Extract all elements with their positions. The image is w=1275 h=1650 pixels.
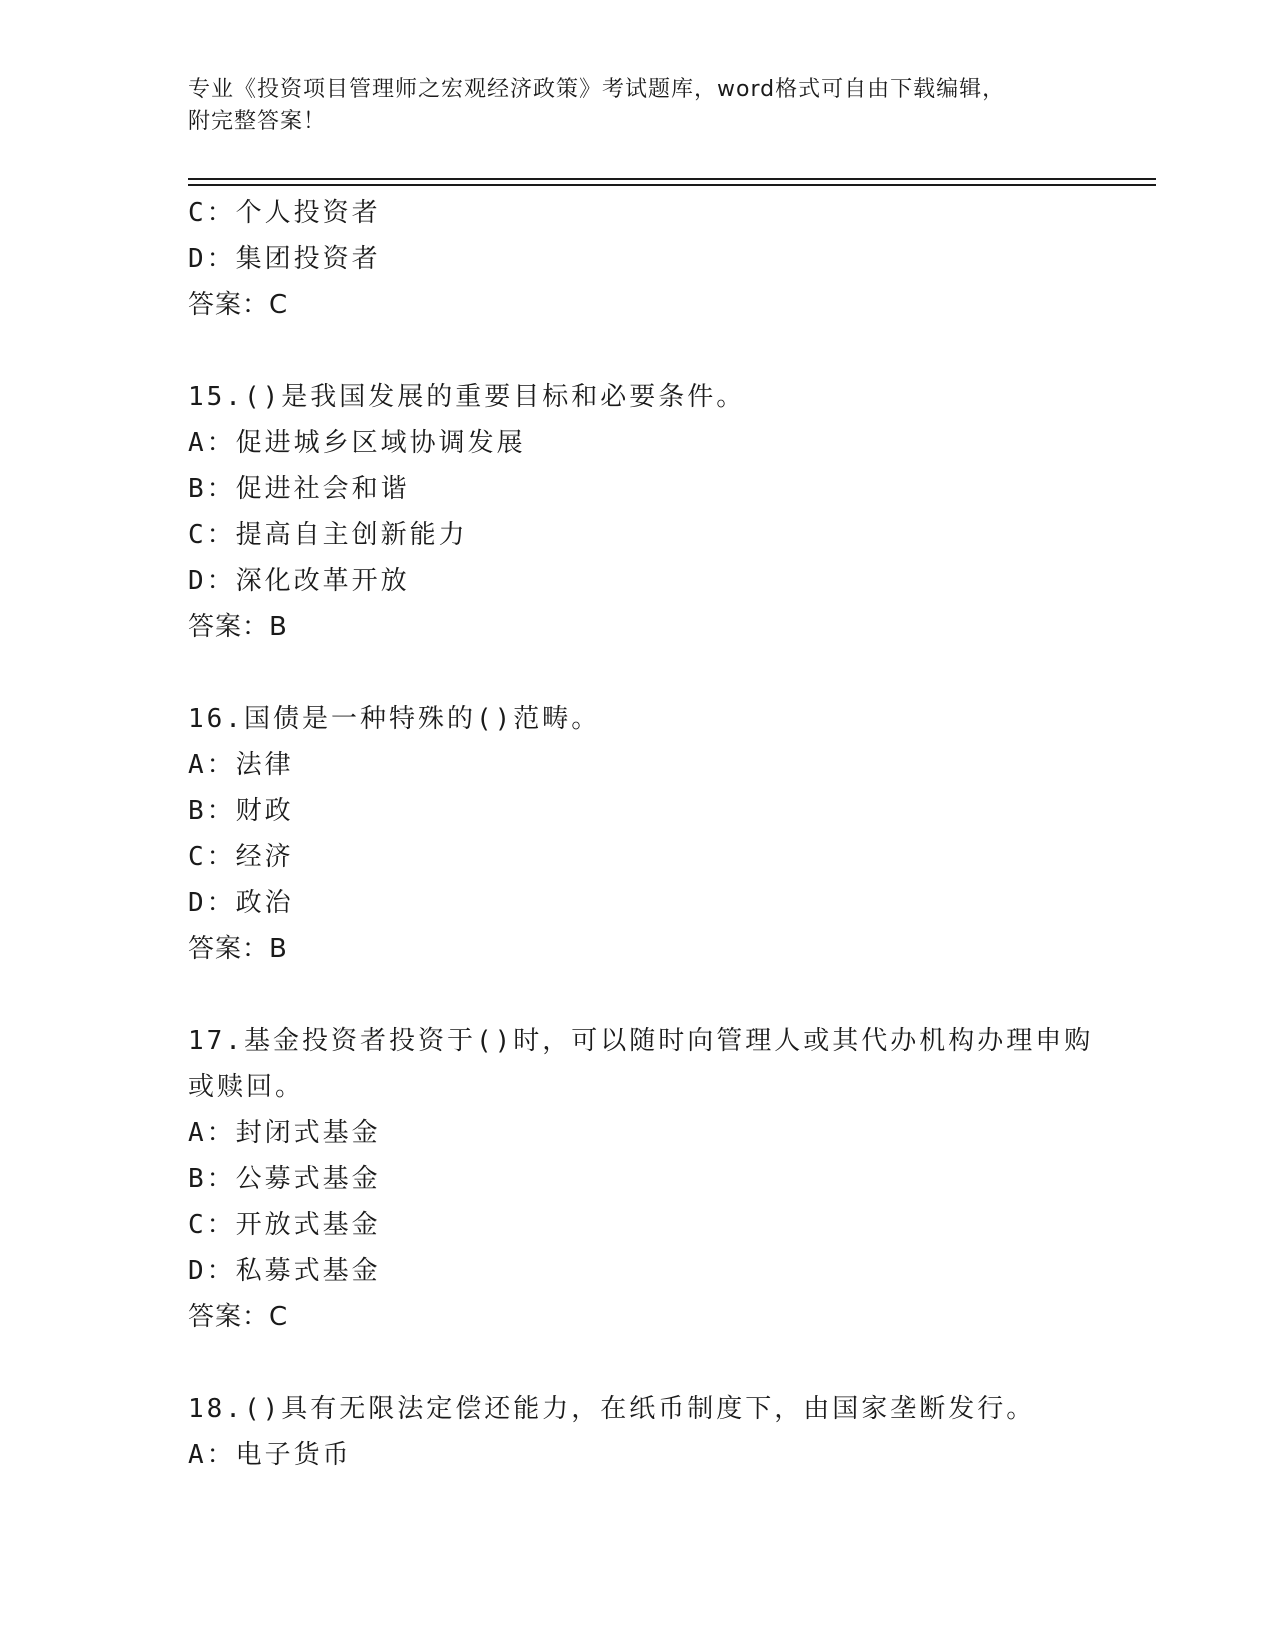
answer-line: 答案：C [188,290,289,320]
option-a: A：法律 [188,750,294,780]
question-stem: 16.国债是一种特殊的()范畴。 [188,704,601,734]
answer-line: 答案：B [188,612,288,642]
spacer [188,328,1088,374]
option-d: D：政治 [188,888,294,918]
answer-line: 答案：B [188,934,288,964]
option-a: A：促进城乡区域协调发展 [188,428,526,458]
option-a: A：电子货币 [188,1440,352,1470]
option-c: C：开放式基金 [188,1210,381,1240]
option-b: B：促进社会和谐 [188,474,410,504]
header-line-2: 附完整答案！ [188,109,327,134]
spacer [188,1340,1088,1386]
header-line-1: 专业《投资项目管理师之宏观经济政策》考试题库，word格式可自由下载编辑， [188,77,1006,102]
option-b: B：财政 [188,796,294,826]
spacer [188,650,1088,696]
question-stem-continued: 或赎回。 [188,1072,305,1102]
header-rule-bottom [188,184,1156,186]
option-b: B：公募式基金 [188,1164,381,1194]
option-c: C：经济 [188,842,294,872]
option-a: A：封闭式基金 [188,1118,381,1148]
option-d: D：深化改革开放 [188,566,410,596]
option-d: D：集团投资者 [188,244,381,274]
document-header [188,74,1068,138]
question-list [188,190,1094,1478]
question-stem: 17.基金投资者投资于()时，可以随时向管理人或其代办机构办理申购 [188,1026,1094,1056]
question-stem: 18.()具有无限法定偿还能力，在纸币制度下，由国家垄断发行。 [188,1394,1036,1424]
header-rule-top [188,178,1156,180]
question-stem: 15.()是我国发展的重要目标和必要条件。 [188,382,746,412]
option-c: C：个人投资者 [188,198,381,228]
spacer [188,972,1088,1018]
option-d: D：私募式基金 [188,1256,381,1286]
answer-line: 答案：C [188,1302,289,1332]
option-c: C：提高自主创新能力 [188,520,468,550]
